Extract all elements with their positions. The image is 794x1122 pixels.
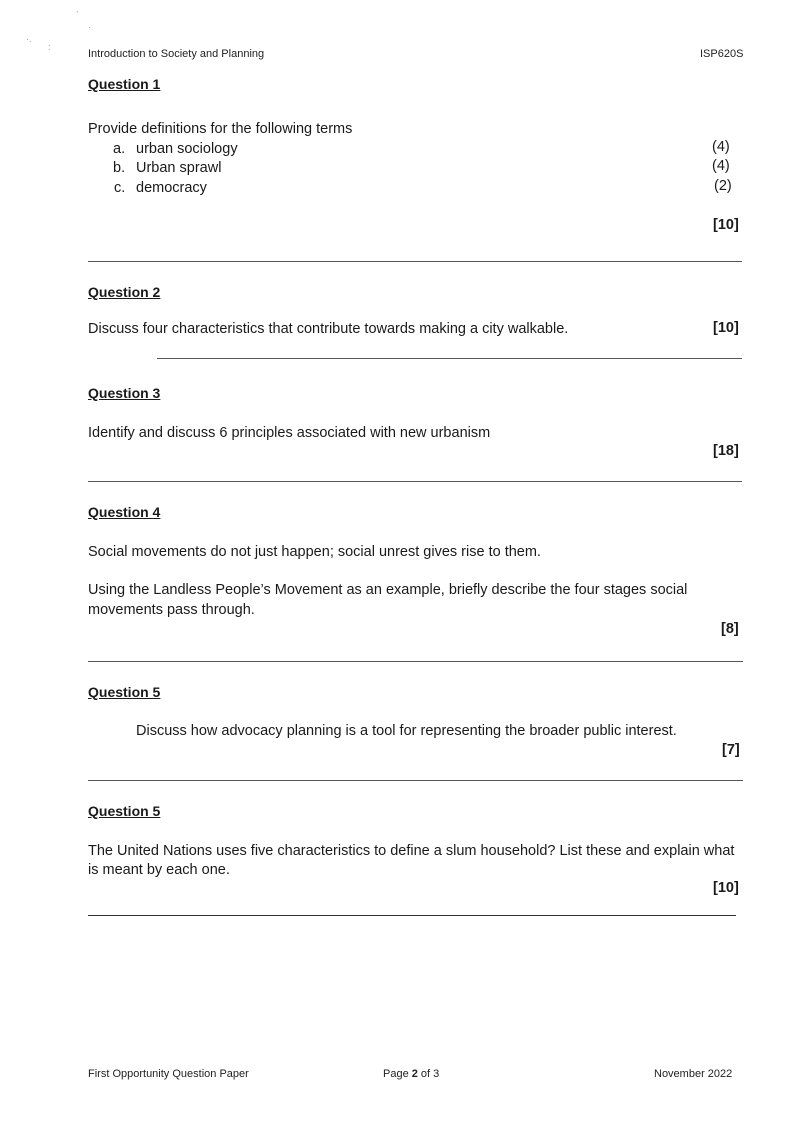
question-1-title: Question 1: [88, 76, 161, 92]
question-4-title: Question 4: [88, 504, 161, 520]
footer-page-current: 2: [411, 1068, 418, 1080]
question-5-title: Question 5: [88, 684, 161, 700]
question-1-item-b-marks: (4): [712, 158, 730, 174]
question-1-item-b-text: Urban sprawl: [136, 160, 222, 176]
question-2-total: [10]: [713, 320, 739, 336]
scan-speck: :: [48, 42, 51, 52]
question-6-total: [10]: [713, 880, 739, 896]
divider: [88, 481, 742, 482]
header-course-title: Introduction to Society and Planning: [88, 48, 265, 60]
footer-page-suffix: of 3: [417, 1068, 440, 1080]
question-4-text-1: Social movements do not just happen; social unrest gives rise to them.: [88, 544, 541, 560]
question-3-title: Question 3: [88, 385, 161, 401]
question-2-title: Question 2: [88, 284, 161, 300]
question-2-text: Discuss four characteristics that contribute towards making a city walkable.: [88, 321, 569, 337]
footer-page-prefix: Page: [383, 1068, 412, 1080]
divider: [88, 661, 743, 662]
question-3-text: Identify and discuss 6 principles associated with new urbanism: [88, 425, 491, 441]
question-6-text-line-1: The United Nations uses five characteristics to define a slum household? List these and explain what: [88, 843, 735, 859]
question-1-total: [10]: [713, 217, 739, 233]
scan-speck: ·: [88, 22, 91, 32]
question-5-total: [7]: [722, 742, 740, 758]
divider: [157, 358, 742, 359]
question-1-item-c-letter: c.: [114, 180, 126, 196]
footer-page-number: [383, 1068, 439, 1080]
question-4-total: [8]: [721, 621, 739, 637]
question-1-item-c-text: democracy: [136, 180, 207, 196]
question-3-total: [18]: [713, 443, 739, 459]
question-1-item-b-letter: b.: [113, 160, 126, 176]
question-1-item-a-letter: a.: [113, 141, 126, 157]
question-4-text-2-line-2: movements pass through.: [88, 602, 255, 618]
header-course-code: ISP620S: [700, 48, 744, 60]
scan-speck: ·.: [26, 34, 32, 44]
divider: [88, 780, 743, 781]
question-1-item-c-marks: (2): [714, 178, 732, 194]
question-1-item-a-marks: (4): [712, 139, 730, 155]
question-1-item-a-text: urban sociology: [136, 141, 238, 157]
question-6-title: Question 5: [88, 803, 161, 819]
divider: [88, 915, 736, 916]
question-1-intro: Provide definitions for the following terms: [88, 121, 353, 137]
divider: [88, 261, 742, 262]
footer-paper-type: First Opportunity Question Paper: [88, 1068, 249, 1080]
question-5-text: Discuss how advocacy planning is a tool for representing the broader public interest.: [136, 723, 677, 739]
scan-speck: `: [76, 10, 79, 20]
question-6-text-line-2: is meant by each one.: [88, 862, 230, 878]
question-4-text-2-line-1: Using the Landless People’s Movement as an example, briefly describe the four stages social: [88, 582, 688, 598]
footer-date: November 2022: [654, 1068, 733, 1080]
